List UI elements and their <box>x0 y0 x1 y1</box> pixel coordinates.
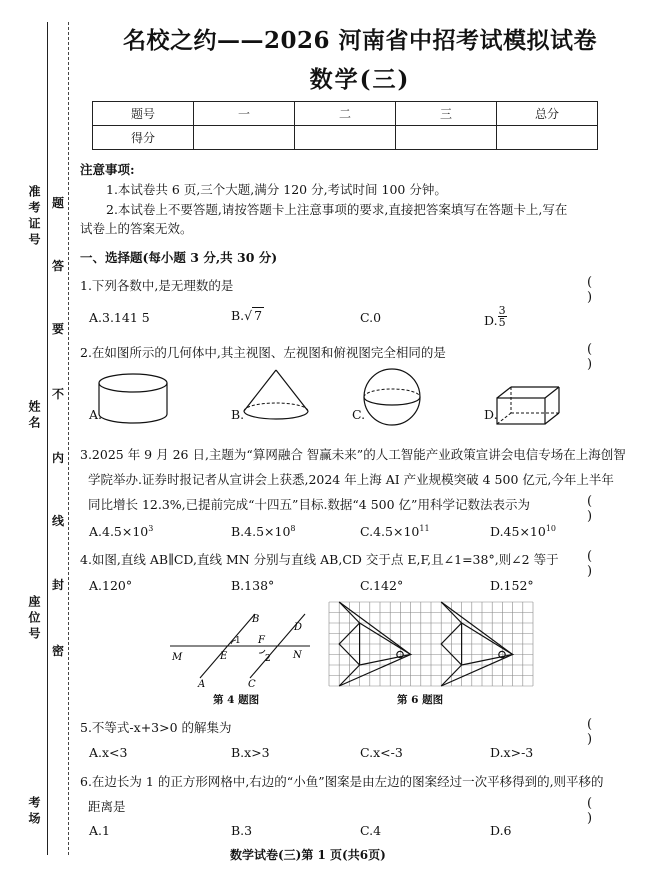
q3-option-d-base: D.45×10 <box>490 524 546 540</box>
cuboid-figure <box>495 384 563 428</box>
angle-1-label: 1 <box>235 636 241 646</box>
q1-option-b-prefix: B. <box>231 308 245 323</box>
label-A: A <box>198 679 206 688</box>
q1-option-b <box>231 308 264 323</box>
name-label: 姓名 <box>27 400 41 432</box>
q3-option-a <box>89 524 153 539</box>
seal-char: 密 <box>52 640 64 661</box>
figure-4-parallel-lines <box>160 608 320 688</box>
exam-subtitle: 数学(三) <box>309 66 411 93</box>
seal-char: 线 <box>52 510 64 531</box>
seal-char: 封 <box>52 574 64 595</box>
seal-char: 题 <box>52 192 64 213</box>
section-heading: 一、选择题(每小题 3 分,共 30 分) <box>80 250 278 265</box>
score-table <box>92 101 598 150</box>
notes-item: 试卷上的答案无效。 <box>80 221 193 236</box>
exponent: 10 <box>545 524 557 533</box>
q3-option-c <box>360 524 430 539</box>
exam-room-label: 考场 <box>27 796 41 828</box>
label-F: F <box>258 635 265 646</box>
score-cell: 二 <box>295 102 396 126</box>
q6-option-b: B.3 <box>231 823 253 838</box>
binding-strip <box>0 0 75 875</box>
exponent: 3 <box>148 524 154 533</box>
label-B: B <box>252 614 260 625</box>
score-input-cell <box>497 126 598 150</box>
sphere-figure <box>361 366 423 428</box>
figure-4-caption: 第 4 题图 <box>213 694 260 706</box>
score-table-header-row <box>93 102 598 126</box>
q2-option-d: D. <box>484 407 498 422</box>
seal-line <box>68 22 69 855</box>
figure-6-fish-grid <box>328 601 534 687</box>
exponent: 11 <box>419 524 430 533</box>
score-input-cell <box>194 126 295 150</box>
q3-option-c-base: C.4.5×10 <box>360 524 420 540</box>
seal-char: 答 <box>52 255 64 276</box>
answer-paren: ( ) <box>587 796 613 826</box>
fraction-denominator: 5 <box>498 316 506 329</box>
question-1-stem: 1.下列各数中,是无理数的是 <box>80 278 234 293</box>
q4-option-d: D.152° <box>490 578 534 593</box>
seal-char: 不 <box>52 383 64 404</box>
notes-heading: 注意事项: <box>80 162 135 177</box>
answer-paren: ( ) <box>587 275 613 305</box>
q4-option-a: A.120° <box>89 578 133 593</box>
answer-paren: ( ) <box>587 342 613 372</box>
question-2-stem: 2.在如图所示的几何体中,其主视图、左视图和俯视图完全相同的是 <box>80 345 446 360</box>
score-table-score-row <box>93 126 598 150</box>
question-3-line: 学院举办.证券时报记者从宣讲会上获悉,2024 年上海 AI 产业规模突破 4 500 亿元,今年上半年 <box>88 472 614 487</box>
exam-title: 名校之约——2026 河南省中招考试模拟试卷 <box>122 27 598 54</box>
fraction-numerator: 3 <box>498 304 506 317</box>
score-cell: 三 <box>396 102 497 126</box>
question-5-stem: 5.不等式-x+3>0 的解集为 <box>80 720 232 735</box>
q2-option-a: A. <box>89 407 103 422</box>
question-6-line: 6.在边长为 1 的正方形网格中,右边的“小鱼”图案是由左边的图案经过一次平移得到的,则平移的 <box>80 774 604 789</box>
score-cell: 得分 <box>93 126 194 150</box>
q1-option-a: A.3.141 5 <box>89 310 150 325</box>
angle-2-label: 2 <box>265 654 271 664</box>
seal-char: 内 <box>52 447 64 468</box>
q4-option-c: C.142° <box>360 578 404 593</box>
answer-paren: ( ) <box>587 494 613 524</box>
question-3-line: 同比增长 12.3%,已提前完成“十四五”目标.数据“4 500 亿”用科学记数法表示为 <box>88 497 530 512</box>
q2-option-c: C. <box>352 407 366 422</box>
answer-paren: ( ) <box>587 549 613 579</box>
notes-item: 1.本试卷共 6 页,三个大题,满分 120 分,考试时间 100 分钟。 <box>106 182 447 197</box>
seat-number-label: 座位号 <box>27 595 41 643</box>
question-3-line: 3.2025 年 9 月 26 日,主题为“算网融合 智赢未来”的人工智能产业政策宣讲会电信专场在上海创智 <box>80 447 626 462</box>
score-input-cell <box>295 126 396 150</box>
q3-option-d <box>490 524 556 539</box>
q4-option-b: B.138° <box>231 578 275 593</box>
figure-6-caption: 第 6 题图 <box>397 694 444 706</box>
question-6-line: 距离是 <box>88 799 126 814</box>
page-footer: 数学试卷(三)第 1 页(共6页) <box>230 848 386 862</box>
label-C: C <box>248 679 256 688</box>
q3-option-a-base: A.4.5×10 <box>89 524 149 540</box>
q6-option-a: A.1 <box>89 823 110 838</box>
seal-char: 要 <box>52 318 64 339</box>
q6-option-d: D.6 <box>490 823 512 838</box>
question-4-stem: 4.如图,直线 AB∥CD,直线 MN 分别与直线 AB,CD 交于点 E,F,且∠1=38°,则∠2 等于 <box>80 552 559 567</box>
q3-option-b <box>231 524 296 539</box>
q2-option-b: B. <box>231 407 245 422</box>
q5-option-d: D.x>-3 <box>490 745 534 760</box>
exam-number-label: 准考证号 <box>27 185 41 249</box>
q5-option-a: A.x<3 <box>89 745 128 760</box>
answer-paren: ( ) <box>587 717 613 747</box>
score-input-cell <box>396 126 497 150</box>
q1-option-d <box>484 305 507 328</box>
q1-option-c: C.0 <box>360 310 382 325</box>
cylinder-figure <box>96 372 171 427</box>
q1-option-d-prefix: D. <box>484 313 498 328</box>
label-D: D <box>294 622 303 633</box>
label-M: M <box>172 652 183 663</box>
binding-line <box>47 22 48 855</box>
q3-option-b-base: B.4.5×10 <box>231 524 291 540</box>
q5-option-c: C.x<-3 <box>360 745 403 760</box>
score-cell: 总分 <box>497 102 598 126</box>
exponent: 8 <box>290 524 296 533</box>
label-N: N <box>293 650 302 661</box>
q1-option-b-radicand: 7 <box>254 308 263 323</box>
q6-option-c: C.4 <box>360 823 382 838</box>
score-cell: 一 <box>194 102 295 126</box>
cone-figure <box>240 367 312 425</box>
q5-option-b: B.x>3 <box>231 745 270 760</box>
label-E: E <box>220 651 228 662</box>
notes-item: 2.本试卷上不要答题,请按答题卡上注意事项的要求,直接把答案填写在答题卡上,写在 <box>106 202 568 217</box>
score-cell: 题号 <box>93 102 194 126</box>
sqrt-symbol: √ <box>244 308 253 323</box>
